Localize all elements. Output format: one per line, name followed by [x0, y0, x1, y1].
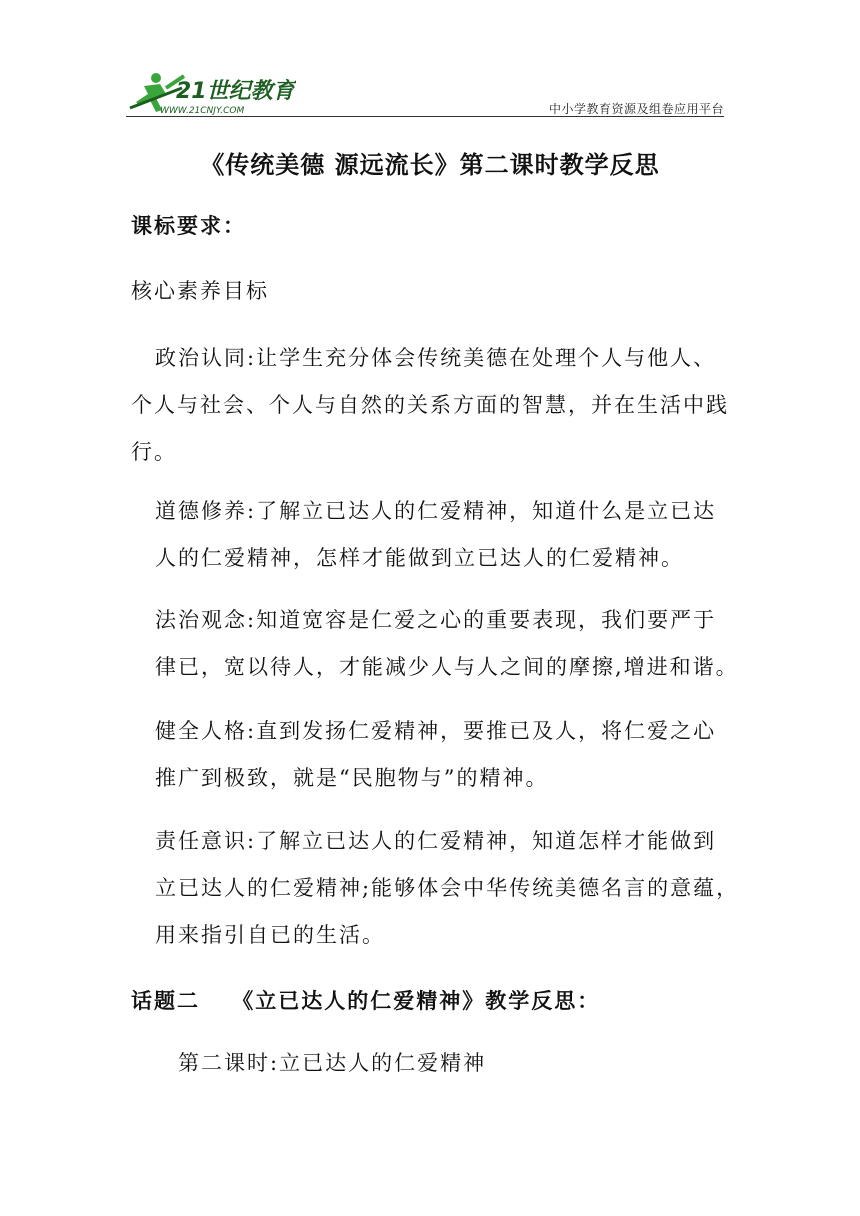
goal-line: 人的仁爱精神，怎样才能做到立已达人的仁爱精神。: [155, 546, 684, 570]
goal-line: 律已，宽以待人，才能减少人与人之间的摩擦,增进和谐。: [155, 655, 739, 679]
goal-morality: [155, 488, 716, 582]
goal-line: 用来指引自已的生活。: [155, 923, 385, 947]
goal-line: 法治观念:知道宽容是仁爱之心的重要表现，我们要严于: [155, 608, 717, 632]
site-logo: [126, 68, 296, 116]
platform-name: 中小学教育资源及组卷应用平台: [548, 102, 724, 116]
document-title: 《传统美德 源远流长》第二课时教学反思: [200, 151, 660, 179]
section-heading-standards: 课标要求：: [131, 214, 246, 238]
goal-political: [131, 335, 729, 476]
logo-url-text: WWW.21CNJY.COM: [160, 106, 245, 116]
goal-line: 推广到极致，就是“民胞物与”的精神。: [155, 766, 549, 790]
goal-line: 个人与社会、个人与自然的关系方面的智慧，并在生活中践: [131, 393, 729, 417]
goal-line: 健全人格:直到发扬仁爱精神，要推已及人，将仁爱之心: [155, 719, 717, 743]
runner-logo-icon: [126, 68, 296, 116]
goal-line: 责任意识:了解立已达人的仁爱精神，知道怎样才能做到: [155, 829, 717, 853]
goal-rule-of-law: [155, 597, 739, 691]
header-divider: [126, 116, 724, 117]
section-heading-topic: 话题二 《立已达人的仁爱精神》教学反思：: [131, 989, 601, 1013]
goal-line: 道德修养:了解立已达人的仁爱精神，知道什么是立已达: [155, 499, 717, 523]
goal-line: 政治认同:让学生充分体会传统美德在处理个人与他人、: [155, 346, 717, 370]
core-goals-label: 核心素养目标: [131, 279, 269, 303]
goal-personality: [155, 708, 716, 802]
goal-line: 行。: [131, 440, 177, 464]
goal-responsibility: [155, 818, 739, 959]
lesson-title: 第二课时:立已达人的仁爱精神: [178, 1051, 487, 1075]
goal-line: 立已达人的仁爱精神;能够体会中华传统美德名言的意蕴，: [155, 876, 740, 900]
page-header: [126, 62, 724, 118]
logo-main-text: 21世纪教育: [176, 79, 295, 104]
